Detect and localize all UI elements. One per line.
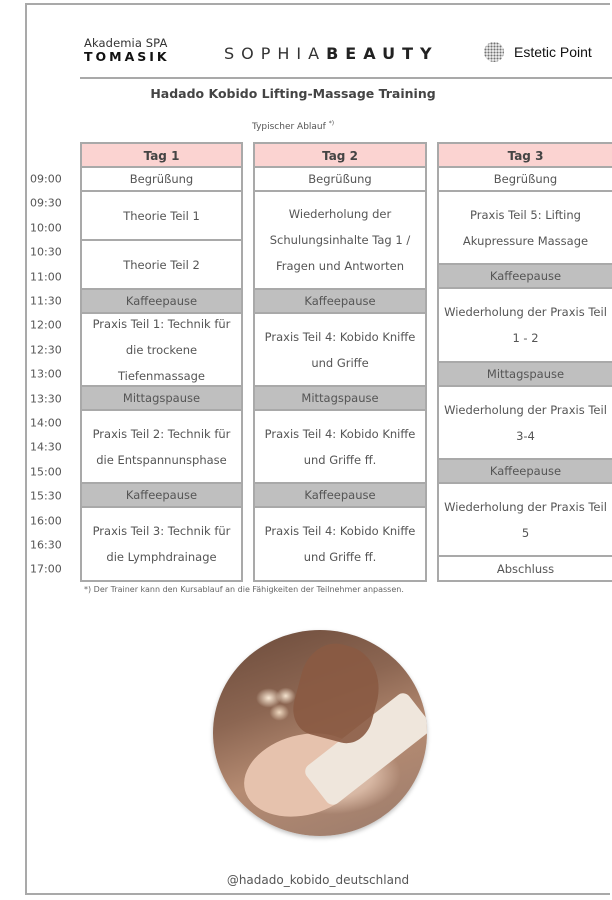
time-label: 16:30 [30, 538, 62, 552]
subtitle-footnote-mark: *) [328, 120, 335, 127]
day-header: Tag 2 [255, 144, 425, 168]
schedule-session: Begrüßung [255, 166, 425, 190]
schedule-session: Praxis Teil 2: Technik für die Entspannunsphase [82, 409, 241, 482]
logo-tomasik-line2: TOMASIK [84, 48, 170, 64]
schedule-break: Kaffeepause [82, 288, 241, 312]
schedule-break: Mittagspause [439, 361, 612, 385]
time-label: 12:00 [30, 318, 62, 332]
schedule-session: Theorie Teil 1 [82, 190, 241, 239]
time-label: 11:00 [30, 270, 62, 284]
time-label: 12:30 [30, 343, 62, 357]
schedule-session: Praxis Teil 4: Kobido Kniffe und Griffe ff. [255, 409, 425, 482]
schedule-break: Kaffeepause [255, 482, 425, 506]
time-label: 15:30 [30, 489, 62, 503]
schedule-session: Praxis Teil 1: Technik für die trockene Tiefenmassage [82, 312, 241, 385]
time-label: 16:00 [30, 514, 62, 528]
time-label: 14:30 [30, 440, 62, 454]
time-label: 15:00 [30, 465, 62, 479]
instagram-handle[interactable]: @hadado_kobido_deutschland [226, 873, 410, 887]
header-divider [80, 77, 612, 79]
schedule-break: Kaffeepause [439, 263, 612, 287]
dot-sphere-icon [484, 42, 504, 62]
schedule-session: Praxis Teil 4: Kobido Kniffe und Griffe [255, 312, 425, 385]
logo-sophia-beauty [224, 44, 439, 63]
time-label: 17:00 [30, 562, 62, 576]
day-column-3 [437, 142, 612, 582]
day-header: Tag 1 [82, 144, 241, 168]
schedule-break: Mittagspause [255, 385, 425, 409]
logo-estetic-text: Estetic Point [514, 44, 592, 60]
time-label: 09:00 [30, 172, 62, 186]
page-title: Hadado Kobido Lifting-Massage Training [150, 86, 436, 101]
schedule-break: Kaffeepause [439, 458, 612, 482]
footnote: *) Der Trainer kann den Kursablauf an die Fähigkeiten der Teilnehmer anpassen. [84, 585, 404, 594]
day-header: Tag 3 [439, 144, 612, 168]
day-column-2 [253, 142, 427, 582]
time-label: 13:00 [30, 367, 62, 381]
schedule-session: Wiederholung der Schulungsinhalte Tag 1 / Fragen und Antworten [255, 190, 425, 288]
schedule-session: Wiederholung der Praxis Teil 1 - 2 [439, 287, 612, 361]
time-label: 11:30 [30, 294, 62, 308]
schedule-session: Wiederholung der Praxis Teil 3-4 [439, 385, 612, 458]
schedule-session: Praxis Teil 3: Technik für die Lymphdrainage [82, 506, 241, 580]
schedule-session: Begrüßung [439, 166, 612, 190]
time-label: 14:00 [30, 416, 62, 430]
schedule-session: Begrüßung [82, 166, 241, 190]
time-label: 13:30 [30, 392, 62, 406]
logo-sophia-bold: BEAUTY [326, 44, 439, 63]
schedule-break: Kaffeepause [82, 482, 241, 506]
schedule-session: Theorie Teil 2 [82, 239, 241, 288]
day-column-1 [80, 142, 243, 582]
logo-tomasik-line1: Akademia SPA [84, 36, 168, 50]
logo-estetic-point [484, 42, 592, 62]
time-label: 10:30 [30, 245, 62, 259]
schedule-break: Mittagspause [82, 385, 241, 409]
page-subtitle [80, 120, 506, 132]
time-label: 10:00 [30, 221, 62, 235]
logo-bar [84, 38, 612, 68]
schedule-session: Praxis Teil 4: Kobido Kniffe und Griffe ff. [255, 506, 425, 580]
subtitle-text: Typischer Ablauf [251, 122, 326, 132]
logo-sophia-light: SOPHIA [224, 44, 327, 63]
schedule-break: Kaffeepause [255, 288, 425, 312]
logo-tomasik [84, 38, 170, 63]
schedule-session: Wiederholung der Praxis Teil 5 [439, 482, 612, 555]
massage-photo [213, 630, 427, 836]
schedule-session: Abschluss [439, 555, 612, 580]
schedule-session: Praxis Teil 5: Lifting Akupressure Massage [439, 190, 612, 263]
time-label: 09:30 [30, 196, 62, 210]
